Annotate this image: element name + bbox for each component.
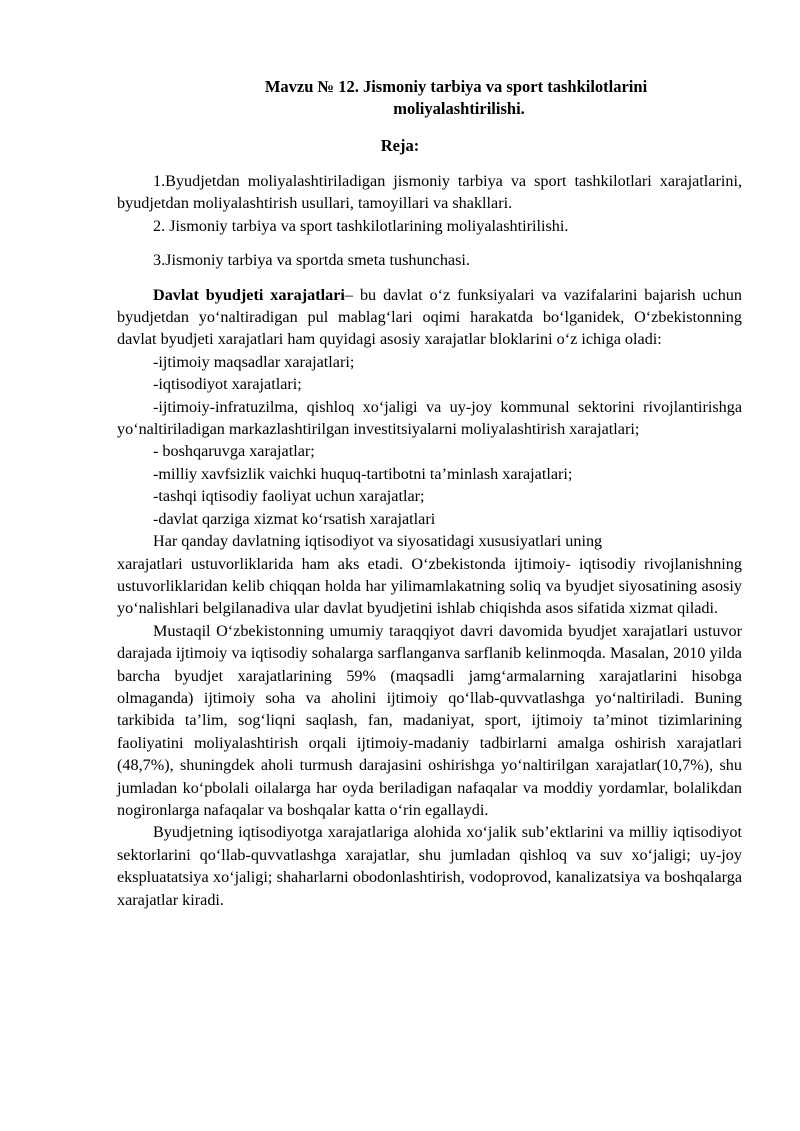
title-line-1: Mavzu № 12. Jismoniy tarbiya va sport tashkilotlarini: [264, 77, 648, 96]
plan-item-3: 3.Jismoniy tarbiya va sportda smeta tushunchasi.: [153, 251, 470, 270]
paragraph-2: Mustaqil Oʻzbekistonning umumiy taraqqiyot davri davomida byudjet xarajatlari ustuvor darajada ijtimoiy va iqtisodiy sohalarga sarflanganva sarflanib kelinmoqda. Masalan, 2010 yilda barcha byudjet xarajatlarining 59% (maqsadli jamgʻarmalarning xarajatlarini hisobga olmaganda) ijtimoiy soha va aholini ijtimoiy qoʻllab-quvvatlashga yoʻnaltiriladi. Buning tarkibida ta’lim, sogʻliqni saqlash, fan, madaniyat, sport, ijtimoiy ta’minot tizimlarining faoliyatini moliyalashtirish orqali ijtimoiy-madaniy tadbirlarni amalga oshirish xarajatlari (48,7%), shuningdek aholi turmush darajasini oshirishga yoʻnaltirilgan xarajatlar(10,7%), shu jumladan koʻpbolali oilalarga har oyda beriladigan nafaqalar va moddiy yordamlar, bolalikdan nogironlarga nafaqalar va boshqalar katta oʻrin egallaydi.: [117, 621, 742, 819]
definition-term: Davlat byudjeti xarajatlari: [153, 285, 345, 304]
plan-item-2: 2. Jismoniy tarbiya va sport tashkilotlarining moliyalashtirilishi.: [153, 216, 569, 235]
expense-block-item: -davlat qarziga xizmat koʻrsatish xarajatlari: [153, 509, 436, 528]
document-title: [160, 76, 740, 120]
expense-block-item: -tashqi iqtisodiy faoliyat uchun xarajatlar;: [153, 487, 425, 506]
title-line-2: moliyalashtirilishi.: [393, 99, 525, 118]
paragraph-1-rest: xarajatlari ustuvorliklarida ham aks etadi. Oʻzbekistonda ijtimoiy- iqtisodiy rivojlanishning ustuvorliklaridan kelib chiqqan holda har yilimamlakatning soliq va byudjet siyosatining asosiy yoʻnalishlari belgilanadiva ular davlat byudjetini ishlab chiqishda asos sifatida xizmat qiladi.: [117, 554, 742, 618]
plan-heading: Reja:: [380, 136, 420, 155]
paragraph-3: Byudjetning iqtisodiyotga xarajatlariga alohida xoʻjalik sub’ektlarini va milliy iqtisodiyot sektorlarini qoʻllab-quvvatlashga xarajatlar, shu jumladan qishloq va suv xoʻjaligi; uy-joy ekspluatatsiya xoʻjaligi; shaharlarni obodonlashtirish, vodoprovod, kanalizatsiya va boshqalarga xarajatlar kiradi.: [117, 823, 742, 909]
definition-paragraph: [117, 284, 742, 351]
paragraph-1-first-line: Har qanday davlatning iqtisodiyot va siyosatidagi xususiyatlari uning: [153, 532, 603, 551]
plan-heading-wrap: [0, 136, 800, 156]
expense-block-item: -milliy xavfsizlik vaichki huquq-tartibotni ta’minlash xarajatlari;: [153, 464, 573, 483]
expense-block-item: -ijtimoiy maqsadlar xarajatlari;: [153, 352, 355, 371]
plan-item-1: 1.Byudjetdan moliyalashtiriladigan jismoniy tarbiya va sport tashkilotlari xarajatlarini, byudjetdan moliyalashtirish usullari, tamoyillari va shakllari.: [117, 172, 742, 213]
expense-block-item: -iqtisodiyot xarajatlari;: [153, 375, 302, 394]
document-body: [117, 170, 742, 911]
definition-text: – bu davlat oʻz funksiyalari va vazifalarini bajarish uchun byudjetdan yoʻnaltiradigan pul mablagʻlari oqimi harakatda boʻlganidek, Oʻzbekistonning davlat byudjeti xarajatlari ham quyidagi asosiy xarajatlar bloklarini oʻz ichiga oladi:: [117, 285, 742, 349]
expense-block-item: - boshqaruvga xarajatlar;: [153, 442, 315, 461]
expense-block-item: -ijtimoiy-infratuzilma, qishloq xoʻjaligi va uy-joy kommunal sektorini rivojlantirishga yoʻnaltiriladigan markazlashtirilgan investitsiyalarni moliyalashtirish xarajatlari;: [117, 397, 742, 439]
